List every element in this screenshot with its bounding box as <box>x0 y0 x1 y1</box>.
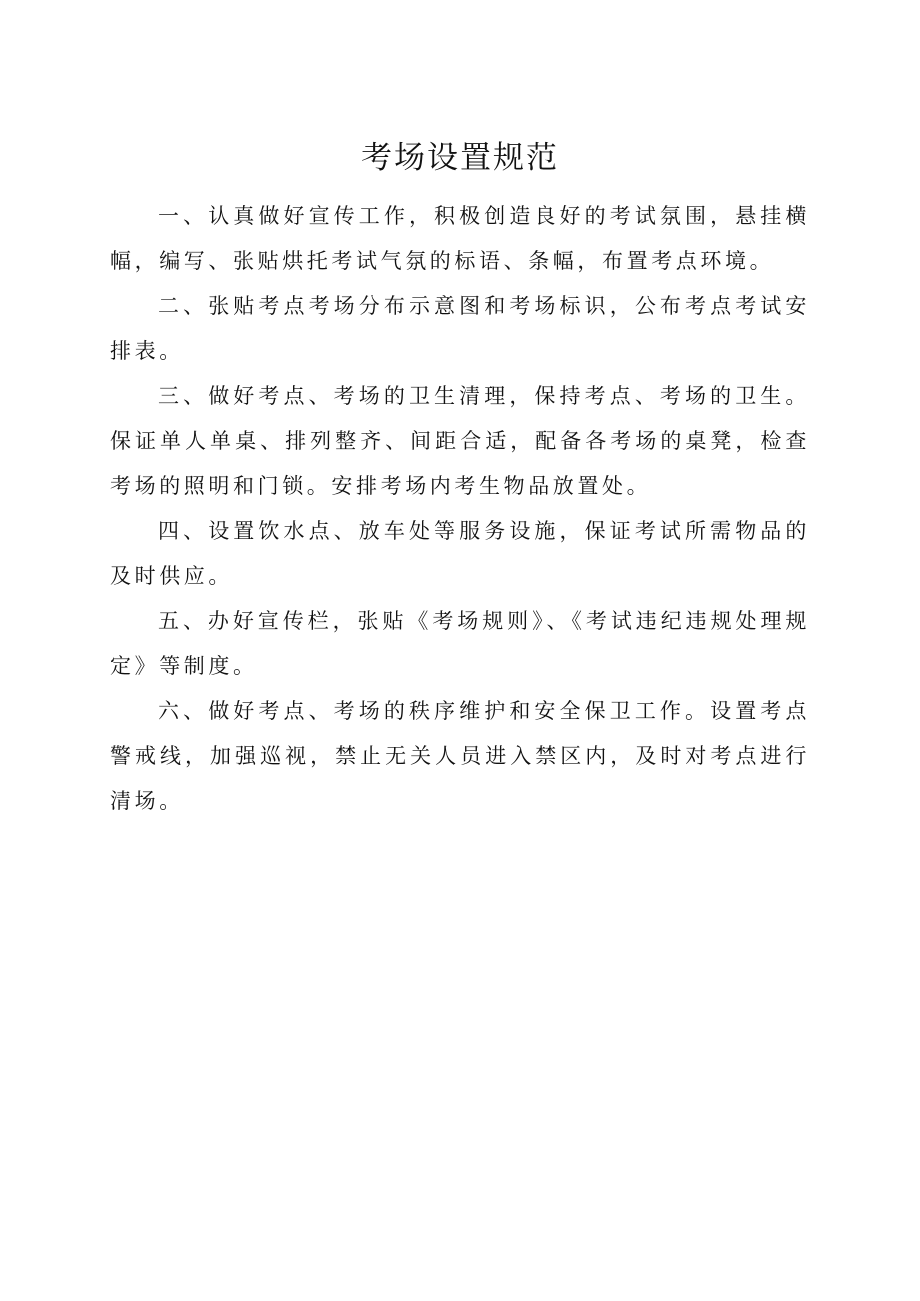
paragraph-3: 三、做好考点、考场的卫生清理，保持考点、考场的卫生。保证单人单桌、排列整齐、间距合适，配备各考场的桌凳，检查考场的照明和门锁。安排考场内考生物品放置处。 <box>110 384 810 498</box>
paragraph-6: 六、做好考点、考场的秩序维护和安全保卫工作。设置考点警戒线，加强巡视，禁止无关人员进入禁区内，及时对考点进行清场。 <box>110 699 810 813</box>
document-title: 考场设置规范 <box>361 140 559 176</box>
document-body <box>110 194 810 824</box>
paragraph-5: 五、办好宣传栏，张贴《考场规则》、《考试违纪违规处理规定》等制度。 <box>110 609 810 678</box>
paragraph-2: 二、张贴考点考场分布示意图和考场标识，公布考点考试安排表。 <box>110 294 810 363</box>
paragraph-1: 一、认真做好宣传工作，积极创造良好的考试氛围，悬挂横幅，编写、张贴烘托考试气氛的标语、条幅，布置考点环境。 <box>110 204 810 273</box>
paragraph-4: 四、设置饮水点、放车处等服务设施，保证考试所需物品的及时供应。 <box>110 519 810 588</box>
